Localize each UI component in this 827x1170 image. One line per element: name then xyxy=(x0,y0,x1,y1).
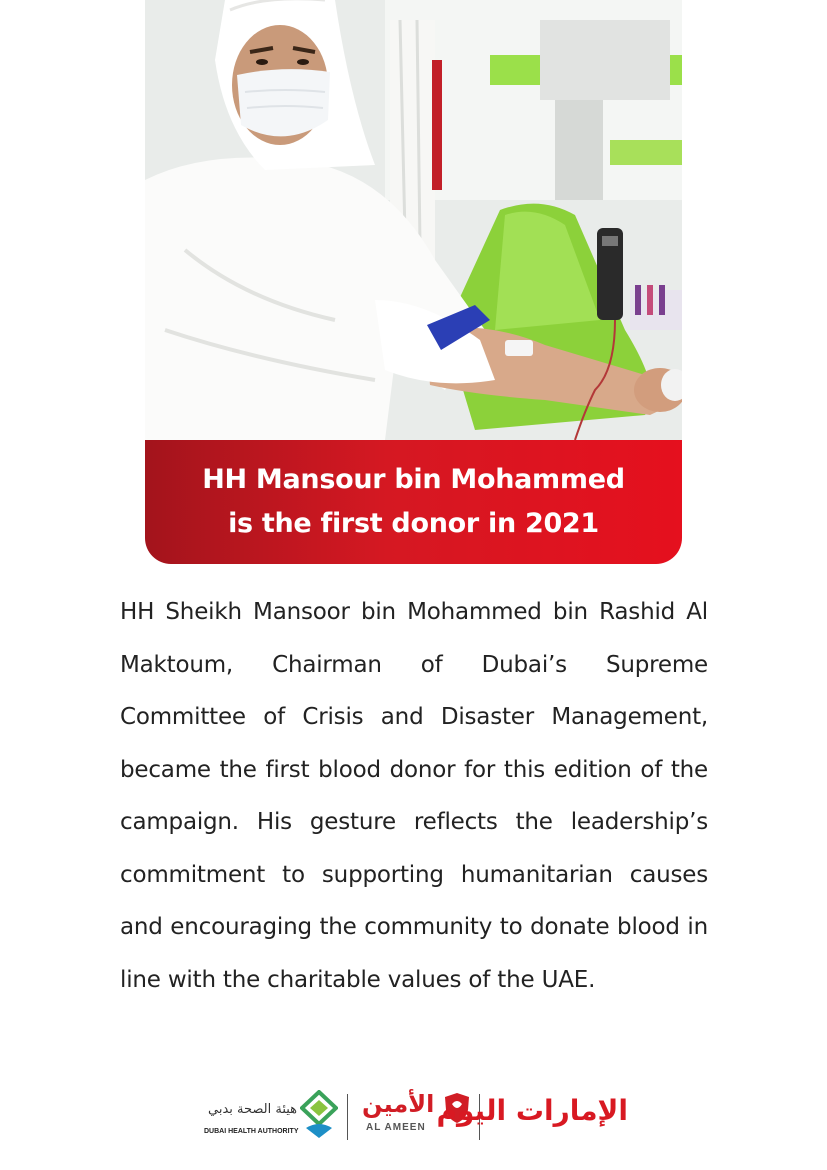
partner-logos xyxy=(200,1084,630,1150)
dubai-health-authority-logo xyxy=(200,1088,338,1140)
caption-banner xyxy=(145,440,682,564)
emarat-logo-arabic: الإمارات اليوم xyxy=(436,1094,628,1127)
title-line-2: is the first donor in 2021 xyxy=(228,508,599,539)
title-line-1: HH Mansour bin Mohammed xyxy=(202,464,625,495)
article-body: HH Sheikh Mansoor bin Mohammed bin Rashid Al Maktoum, Chairman of Dubai’s Supreme Committee of Crisis and Disaster Management, became the first blood donor for this edition of the campaign. His gesture reflects the leadership’s commitment to supporting humanitarian causes and encouraging the community to donate blood in line with the charitable values of the UAE. xyxy=(120,599,708,993)
article-title xyxy=(202,458,625,546)
emarat-alyoum-logo xyxy=(436,1094,628,1134)
hero-photo xyxy=(145,0,682,440)
dha-logo-english: DUBAI HEALTH AUTHORITY xyxy=(204,1128,299,1135)
dha-logo-arabic: هيئة الصحة بدبي xyxy=(208,1102,298,1117)
donor-illustration xyxy=(145,0,682,440)
dha-emblem-icon xyxy=(300,1090,338,1140)
ameen-logo-english: AL AMEEN xyxy=(366,1122,426,1133)
logo-divider xyxy=(347,1094,348,1140)
ameen-logo-arabic: الأمين xyxy=(362,1090,435,1118)
